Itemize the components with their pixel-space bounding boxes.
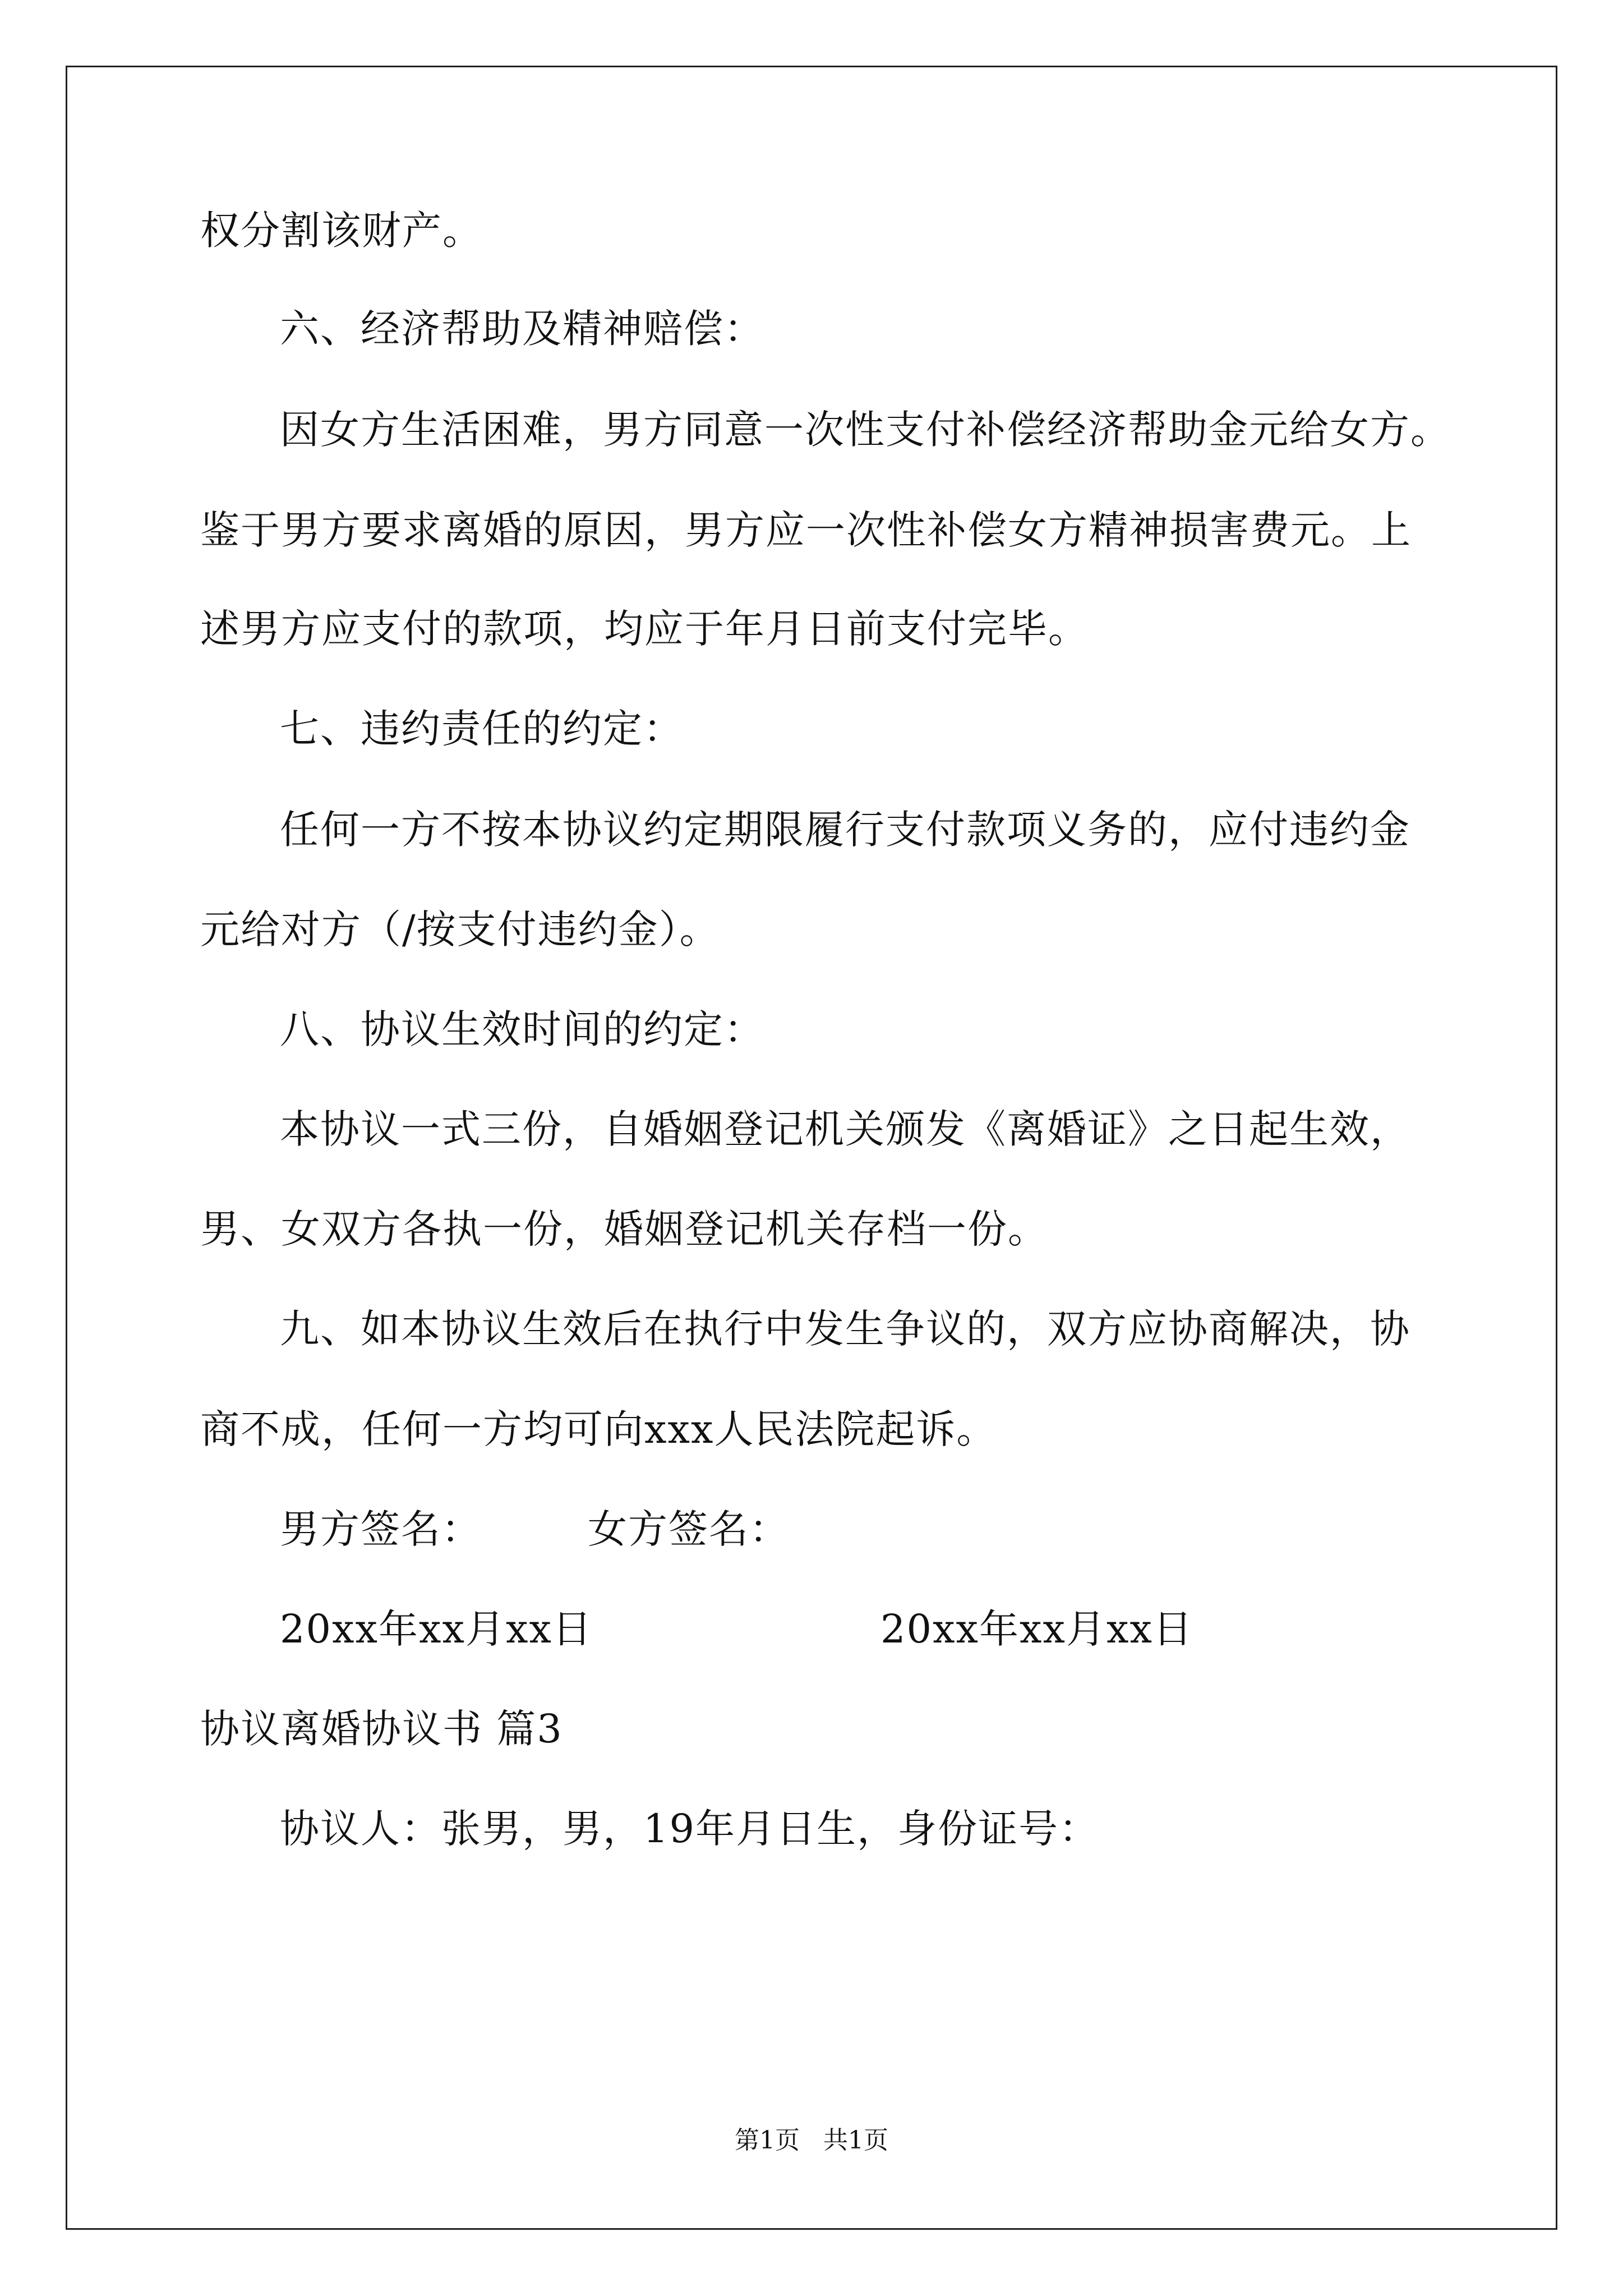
body-line: 元给对方（/按支付违约金）。 xyxy=(200,907,720,953)
body-line: 本协议一式三份，自婚姻登记机关颁发《离婚证》之日起生效， xyxy=(280,1106,1410,1152)
section-heading: 九、如本协议生效后在执行中发生争议的，双方应协商解决，协 xyxy=(280,1306,1410,1352)
body-line: 男、女双方各执一份，婚姻登记机关存档一份。 xyxy=(200,1206,1048,1252)
body-line: 商不成，任何一方均可向xxx人民法院起诉。 xyxy=(200,1406,997,1452)
section-heading: 七、违约责任的约定： xyxy=(280,706,684,752)
male-signature-label: 男方签名： xyxy=(280,1506,482,1552)
page-total: 共1页 xyxy=(823,2126,888,2155)
body-line: 任何一方不按本协议约定期限履行支付款项义务的，应付违约金 xyxy=(280,807,1410,853)
female-signature-date: 20xx年xx月xx日 xyxy=(880,1606,1193,1652)
section-heading: 八、协议生效时间的约定： xyxy=(280,1006,764,1052)
female-signature-label: 女方签名： xyxy=(588,1506,790,1552)
document-title: 协议离婚协议书 篇3 xyxy=(200,1706,563,1752)
body-line: 述男方应支付的款项，均应于年月日前支付完毕。 xyxy=(200,606,1089,652)
body-line: 因女方生活困难，男方同意一次性支付补偿经济帮助金元给女方。 xyxy=(280,407,1451,453)
page-footer xyxy=(0,2124,1623,2157)
page-number: 第1页 xyxy=(735,2126,800,2155)
body-line: 协议人：张男，男，19年月日生，身份证号： xyxy=(280,1806,1100,1852)
body-line: 权分割该财产。 xyxy=(200,208,483,254)
male-signature-date: 20xx年xx月xx日 xyxy=(280,1606,593,1652)
section-heading: 六、经济帮助及精神赔偿： xyxy=(280,306,764,352)
body-line: 鉴于男方要求离婚的原因，男方应一次性补偿女方精神损害费元。上 xyxy=(200,507,1412,553)
